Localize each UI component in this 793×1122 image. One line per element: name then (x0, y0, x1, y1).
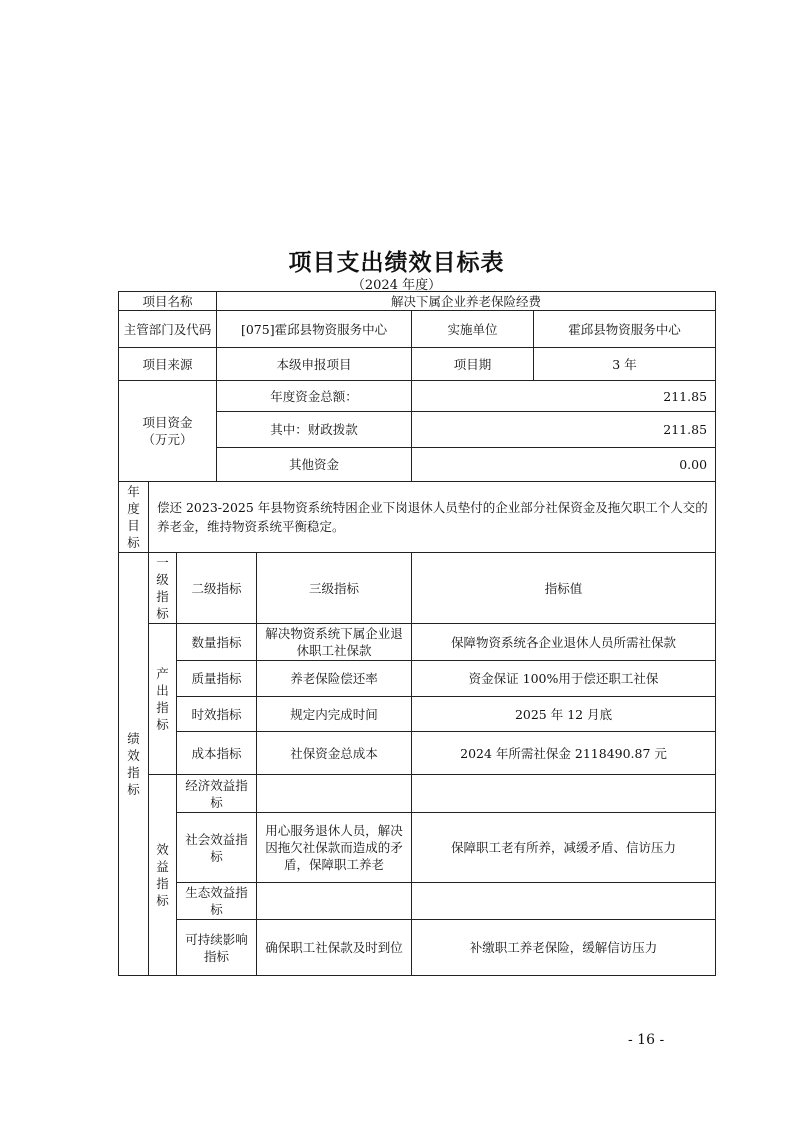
funds-other-value: 0.00 (412, 448, 716, 482)
page-title: 项目支出绩效目标表 (288, 250, 505, 276)
output-value: 2024 年所需社保金 2118490.87 元 (412, 732, 716, 775)
dept-value: [075]霍邱县物资服务中心 (217, 311, 412, 348)
table-row (119, 661, 716, 697)
output-value: 2025 年 12 月底 (412, 697, 716, 732)
project-name-value: 解决下属企业养老保险经费 (217, 292, 716, 311)
funds-total-label: 年度资金总额： (217, 381, 412, 412)
output-l3: 养老保险偿还率 (257, 661, 412, 697)
funds-other-label: 其他资金 (217, 448, 412, 482)
header-level1: 一级指标 (149, 553, 177, 624)
benefit-l2: 社会效益指标 (177, 813, 257, 883)
row-source (119, 348, 716, 381)
source-label: 项目来源 (119, 348, 217, 381)
period-value: 3 年 (534, 348, 716, 381)
benefit-label: 效益指标 (149, 775, 177, 976)
table-row (119, 775, 716, 813)
funds-label: 项目资金（万元） (119, 381, 217, 482)
benefit-value (412, 883, 716, 920)
page-subtitle: （2024 年度） (351, 278, 442, 293)
output-l2: 成本指标 (177, 732, 257, 775)
benefit-l2: 生态效益指标 (177, 883, 257, 920)
page-number: - 16 - (628, 1032, 665, 1048)
funds-fiscal-label: 其中：财政拨款 (217, 412, 412, 448)
funds-total-value: 211.85 (412, 381, 716, 412)
output-l2: 数量指标 (177, 624, 257, 661)
row-department (119, 311, 716, 348)
benefit-l3: 用心服务退休人员，解决因拖欠社保款而造成的矛盾，保障职工养老 (257, 813, 412, 883)
row-project-name (119, 292, 716, 311)
impl-unit-label: 实施单位 (412, 311, 534, 348)
benefit-l3 (257, 775, 412, 813)
output-value: 保障物资系统各企业退休人员所需社保款 (412, 624, 716, 661)
row-headers (119, 553, 716, 624)
header-level3: 三级指标 (257, 553, 412, 624)
table-row (119, 883, 716, 920)
annual-goal-label: 年度目标 (119, 482, 149, 553)
project-name-label: 项目名称 (119, 292, 217, 311)
table-row (119, 732, 716, 775)
output-l2: 时效指标 (177, 697, 257, 732)
performance-target-table (118, 291, 716, 976)
output-value: 资金保证 100%用于偿还职工社保 (412, 661, 716, 697)
table-row (119, 624, 716, 661)
period-label: 项目期 (412, 348, 534, 381)
benefit-l2: 经济效益指标 (177, 775, 257, 813)
table-row (119, 920, 716, 976)
annual-goal-text: 偿还 2023-2025 年县物资系统特困企业下岗退休人员垫付的企业部分社保资金及拖欠职工个人交的养老金，维持物资系统平衡稳定。 (149, 482, 716, 553)
output-label: 产出指标 (149, 624, 177, 775)
dept-label: 主管部门及代码 (119, 311, 217, 348)
header-level2: 二级指标 (177, 553, 257, 624)
perf-label: 绩效指标 (119, 553, 149, 976)
impl-unit-value: 霍邱县物资服务中心 (534, 311, 716, 348)
table-row (119, 697, 716, 732)
benefit-l3: 确保职工社保款及时到位 (257, 920, 412, 976)
funds-fiscal-value: 211.85 (412, 412, 716, 448)
benefit-value: 保障职工老有所养，减缓矛盾、信访压力 (412, 813, 716, 883)
output-l2: 质量指标 (177, 661, 257, 697)
source-value: 本级申报项目 (217, 348, 412, 381)
benefit-value: 补缴职工养老保险，缓解信访压力 (412, 920, 716, 976)
output-l3: 解决物资系统下属企业退休职工社保款 (257, 624, 412, 661)
output-l3: 规定内完成时间 (257, 697, 412, 732)
benefit-l3 (257, 883, 412, 920)
row-funds-total (119, 381, 716, 412)
benefit-value (412, 775, 716, 813)
benefit-l2: 可持续影响指标 (177, 920, 257, 976)
header-value: 指标值 (412, 553, 716, 624)
table-row (119, 813, 716, 883)
output-l3: 社保资金总成本 (257, 732, 412, 775)
row-annual-goal (119, 482, 716, 553)
